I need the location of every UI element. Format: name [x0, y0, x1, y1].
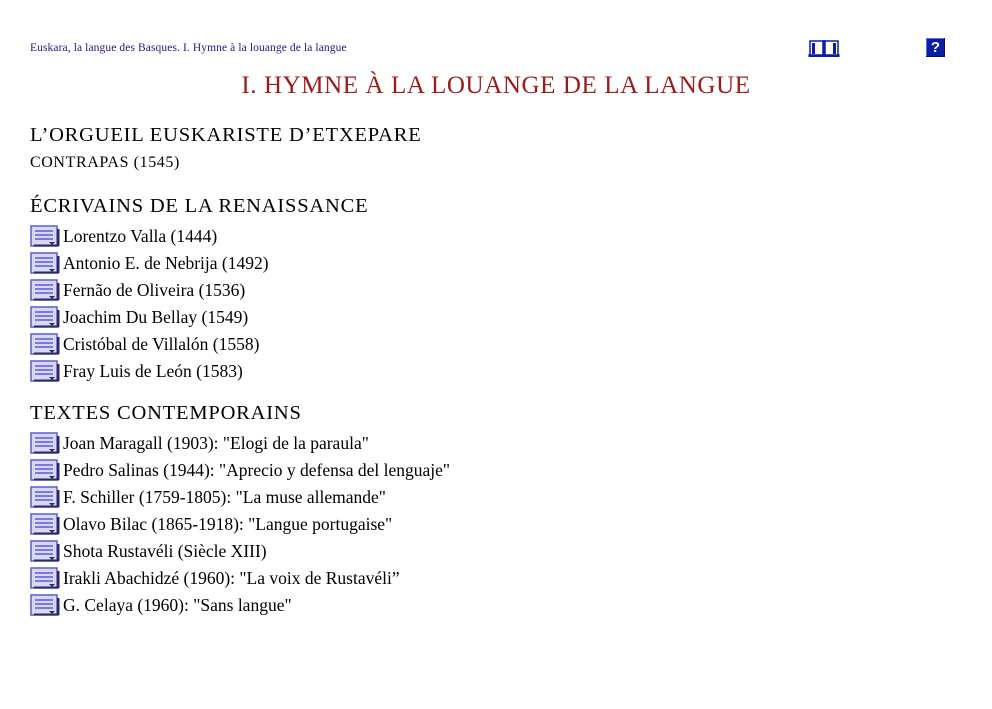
document-icon	[30, 567, 60, 589]
list-item-label: Fernão de Oliveira (1536)	[63, 279, 246, 300]
open-book-icon[interactable]	[808, 38, 840, 58]
list-item-label: Irakli Abachidzé (1960): "La voix de Rustavéli”	[63, 567, 400, 588]
list-item[interactable]	[30, 456, 450, 483]
list-item-label: Joan Maragall (1903): "Elogi de la paraula"	[63, 432, 369, 453]
list-item-label: Shota Rustavéli (Siècle XIII)	[63, 540, 267, 561]
list-item-label: F. Schiller (1759-1805): "La muse allemande"	[63, 486, 386, 507]
document-icon	[30, 540, 60, 562]
document-icon	[30, 333, 60, 355]
list-item[interactable]	[30, 537, 450, 564]
section-heading-contemporains: TEXTES CONTEMPORAINS	[30, 402, 302, 424]
document-icon	[30, 306, 60, 328]
list-item[interactable]	[30, 276, 269, 303]
list-item-label: Pedro Salinas (1944): "Aprecio y defensa del lenguaje"	[63, 459, 451, 480]
list-item-label: Cristóbal de Villalón (1558)	[63, 333, 260, 354]
list-item-label: Antonio E. de Nebrija (1492)	[63, 252, 269, 273]
list-item[interactable]	[30, 330, 269, 357]
document-icon	[30, 279, 60, 301]
document-icon	[30, 225, 60, 247]
document-icon	[30, 432, 60, 454]
document-icon	[30, 360, 60, 382]
list-item-label: G. Celaya (1960): "Sans langue"	[63, 594, 292, 615]
section-heading-etxepare: L’ORGUEIL EUSKARISTE D’ETXEPARE	[30, 124, 422, 146]
list-item-label: Lorentzo Valla (1444)	[63, 225, 218, 246]
list-item[interactable]	[30, 222, 269, 249]
page-title: I. HYMNE À LA LOUANGE DE LA LANGUE	[241, 72, 751, 99]
list-item[interactable]	[30, 591, 450, 618]
list-item[interactable]	[30, 249, 269, 276]
renaissance-list	[30, 222, 269, 384]
list-item-label: Joachim Du Bellay (1549)	[63, 306, 249, 327]
list-item[interactable]	[30, 429, 450, 456]
list-item-label: Olavo Bilac (1865-1918): "Langue portugaise"	[63, 513, 393, 534]
document-icon	[30, 252, 60, 274]
document-icon	[30, 513, 60, 535]
document-icon	[30, 594, 60, 616]
list-item-label: Fray Luis de León (1583)	[63, 360, 243, 381]
contrapas-link[interactable]: CONTRAPAS (1545)	[30, 154, 180, 171]
document-icon	[30, 486, 60, 508]
list-item[interactable]	[30, 510, 450, 537]
breadcrumb: Euskara, la langue des Basques. I. Hymne à la louange de la langue	[30, 42, 347, 54]
section-heading-renaissance: ÉCRIVAINS DE LA RENAISSANCE	[30, 195, 369, 217]
document-icon	[30, 459, 60, 481]
list-item[interactable]	[30, 303, 269, 330]
list-item[interactable]	[30, 564, 450, 591]
contemporains-list	[30, 429, 450, 618]
list-item[interactable]	[30, 357, 269, 384]
list-item[interactable]	[30, 483, 450, 510]
help-icon[interactable]: ?	[926, 38, 945, 57]
